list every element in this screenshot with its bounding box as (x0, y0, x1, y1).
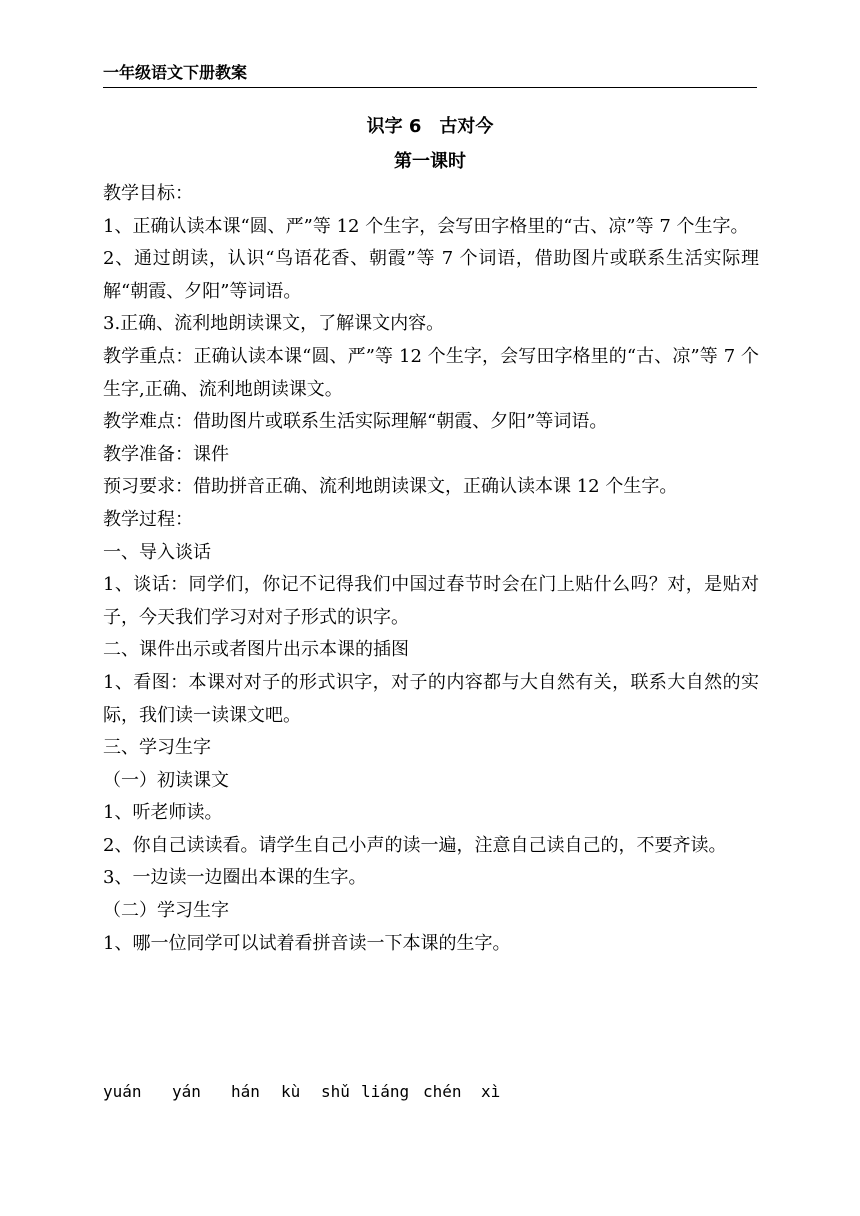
paragraph: 教学难点：借助图片或联系生活实际理解“朝霞、夕阳”等词语。 (103, 411, 608, 433)
pinyin-item: yán (172, 1082, 201, 1101)
paragraph: 1、听老师读。 (103, 802, 223, 824)
paragraph: 2、通过朗读，认识“鸟语花香、朝霞”等 7 个词语，借助图片或联系生活实际理解“朝霞、夕阳”等词语。 (103, 248, 759, 302)
paragraph: 预习要求：借助拼音正确、流利地朗读课文，正确认读本课 12 个生字。 (103, 476, 678, 498)
pinyin-item: chén (423, 1082, 462, 1101)
pinyin-item: kù (281, 1082, 301, 1101)
page-header: 一年级语文下册教案 (103, 63, 757, 88)
paragraph: 1、哪一位同学可以试着看拼音读一下本课的生字。 (103, 932, 511, 954)
paragraph: 3.正确、流利地朗读课文，了解课文内容。 (103, 313, 445, 335)
paragraph: 1、看图：本课对对子的形式识字，对子的内容都与大自然有关，联系大自然的实际，我们读一读课文吧。 (103, 671, 759, 726)
pinyin-item: shǔ (321, 1082, 350, 1101)
lesson-body (103, 178, 759, 960)
pinyin-row (103, 1082, 757, 1110)
pinyin-item: liáng (361, 1082, 410, 1101)
paragraph: 三、学习生字 (103, 737, 211, 759)
paragraph: 1、谈话：同学们，你记不记得我们中国过春节时会在门上贴什么吗？对，是贴对子，今天我们学习对对子形式的识字。 (103, 574, 759, 628)
pinyin-item: yuán (103, 1082, 142, 1101)
paragraph: 一、导入谈话 (103, 541, 211, 563)
paragraph: 二、课件出示或者图片出示本课的插图 (103, 639, 409, 661)
paragraph: （二）学习生字 (103, 900, 229, 922)
paragraph: 3、一边读一边圈出本课的生字。 (103, 867, 367, 889)
paragraph: 教学过程： (103, 508, 193, 530)
paragraph: 1、正确认读本课“圆、严”等 12 个生字，会写田字格里的“古、凉”等 7 个生字。 (103, 215, 749, 237)
paragraph: 教学准备：课件 (103, 443, 229, 465)
pinyin-item: hán (231, 1082, 260, 1101)
paragraph: 教学目标： (103, 183, 193, 204)
paragraph: 2、你自己读读看。请学生自己小声的读一遍，注意自己读自己的，不要齐读。 (103, 834, 727, 856)
paragraph: 教学重点：正确认读本课“圆、严”等 12 个生字，会写田字格里的“古、凉”等 7 个生字,正确、流利地朗读课文。 (103, 345, 759, 400)
lesson-title: 识字 6 古对今 (366, 116, 494, 137)
pinyin-item: xì (481, 1082, 501, 1101)
paragraph: （一）初读课文 (103, 769, 229, 791)
lesson-subtitle: 第一课时 (394, 151, 466, 172)
